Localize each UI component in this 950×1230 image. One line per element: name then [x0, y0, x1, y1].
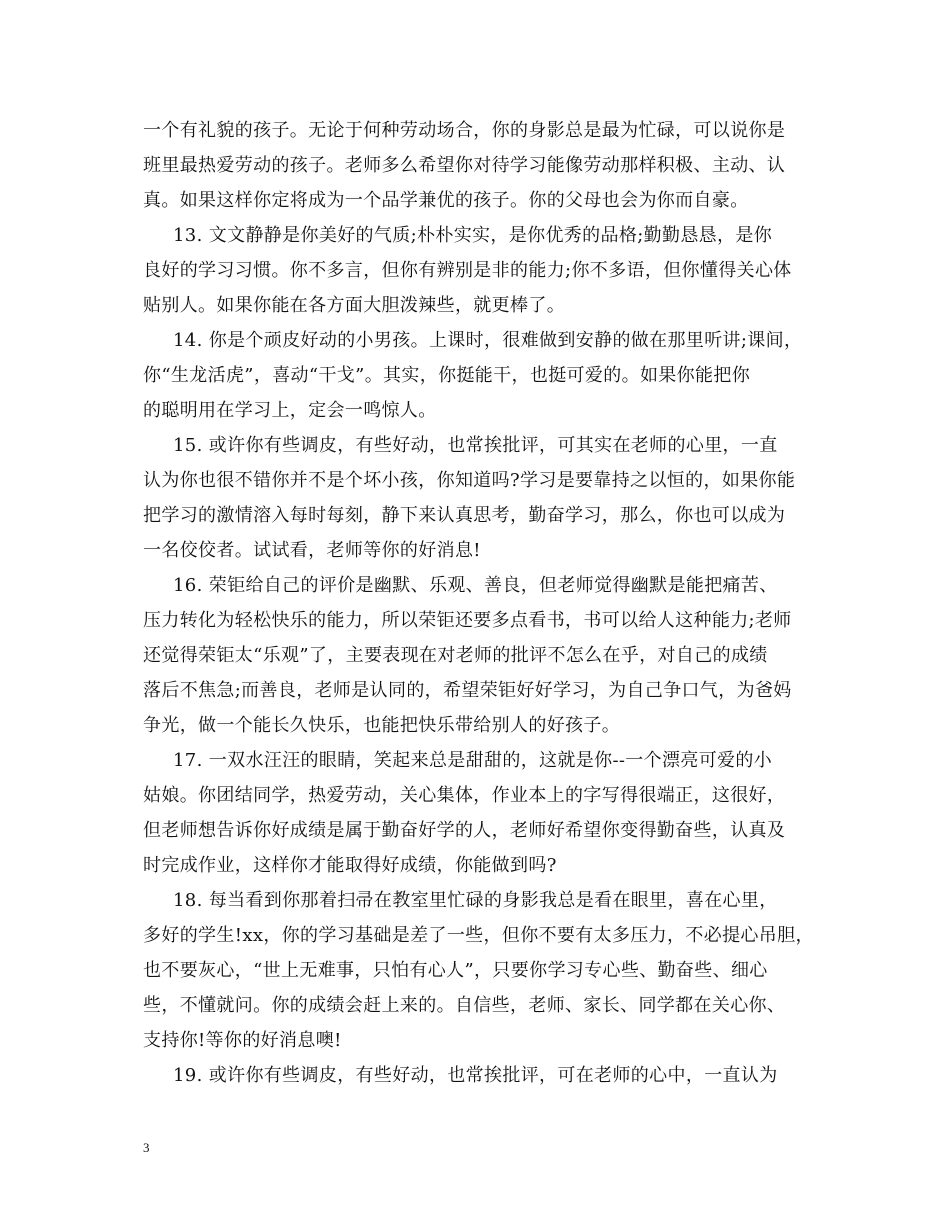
text-line: 些，不懂就问。你的成绩会赶上来的。自信些，老师、家长、同学都在关心你、	[143, 995, 786, 1016]
text-line: 落后不焦急;而善良，老师是认同的，希望荣钜好好学习，为自己争口气，为爸妈	[143, 680, 792, 701]
text-line: 时完成作业，这样你才能取得好成绩，你能做到吗?	[143, 855, 557, 876]
text-line: 一个有礼貌的孩子。无论于何种劳动场合，你的身影总是最为忙碌，可以说你是	[143, 120, 786, 141]
text-line: 把学习的激情溶入每时每刻，静下来认真思考，勤奋学习，那么，你也可以成为	[143, 505, 786, 526]
text-line: 认为你也很不错你并不是个坏小孩，你知道吗?学习是要靠持之以恒的，如果你能	[143, 470, 796, 491]
text-line: 但老师想告诉你好成绩是属于勤奋好学的人，老师好希望你变得勤奋些，认真及	[143, 820, 786, 841]
text-line: 的聪明用在学习上，定会一鸣惊人。	[143, 400, 437, 421]
text-line: 还觉得荣钜太“乐观”了，主要表现在对老师的批评不怎么在乎，对自己的成绩	[143, 645, 768, 666]
page-number: 3	[143, 1140, 150, 1155]
paragraph-19-first-line: 19. 或许你有些调皮，有些好动，也常挨批评，可在老师的心中，一直认为	[173, 1065, 778, 1086]
paragraph-15-first-line: 15. 或许你有些调皮，有些好动，也常挨批评，可其实在老师的心里，一直	[173, 435, 778, 456]
paragraph-14-first-line: 14. 你是个顽皮好动的小男孩。上课时，很难做到安静的做在那里听讲;课间，	[173, 330, 803, 351]
text-line: 良好的学习习惯。你不多言，但你有辨别是非的能力;你不多语，但你懂得关心体	[143, 260, 792, 281]
text-line: 支持你!等你的好消息噢!	[143, 1030, 342, 1051]
text-line: 压力转化为轻松快乐的能力，所以荣钜还要多点看书，书可以给人这种能力;老师	[143, 610, 792, 631]
text-line: 班里最热爱劳动的孩子。老师多么希望你对待学习能像劳动那样积极、主动、认	[143, 155, 786, 176]
text-line: 多好的学生!xx，你的学习基础是差了一些，但你不要有太多压力，不必提心吊胆，	[143, 925, 814, 946]
text-line: 争光，做一个能长久快乐，也能把快乐带给别人的好孩子。	[143, 715, 621, 736]
text-line: 姑娘。你团结同学，热爱劳动，关心集体，作业本上的字写得很端正，这很好，	[143, 785, 786, 806]
text-line: 你“生龙活虎”，喜动“干戈”。其实，你挺能干，也挺可爱的。如果你能把你	[143, 365, 751, 386]
text-line: 贴别人。如果你能在各方面大胆泼辣些，就更棒了。	[143, 295, 566, 316]
paragraph-13-first-line: 13. 文文静静是你美好的气质;朴朴实实，是你优秀的品格;勤勤恳恳，是你	[173, 225, 773, 246]
paragraph-18-first-line: 18. 每当看到你那着扫帚在教室里忙碌的身影我总是看在眼里，喜在心里，	[173, 890, 778, 911]
paragraph-17-first-line: 17. 一双水汪汪的眼睛，笑起来总是甜甜的，这就是你--一个漂亮可爱的小	[173, 750, 773, 771]
body-text	[143, 113, 813, 1093]
text-line: 真。如果这样你定将成为一个品学兼优的孩子。你的父母也会为你而自豪。	[143, 190, 749, 211]
paragraph-16-first-line: 16. 荣钜给自己的评价是幽默、乐观、善良，但老师觉得幽默是能把痛苦、	[173, 575, 778, 596]
text-line: 也不要灰心，“世上无难事，只怕有心人”，只要你学习专心些、勤奋些、细心	[143, 960, 768, 981]
text-line: 一名佼佼者。试试看，老师等你的好消息!	[143, 540, 481, 561]
